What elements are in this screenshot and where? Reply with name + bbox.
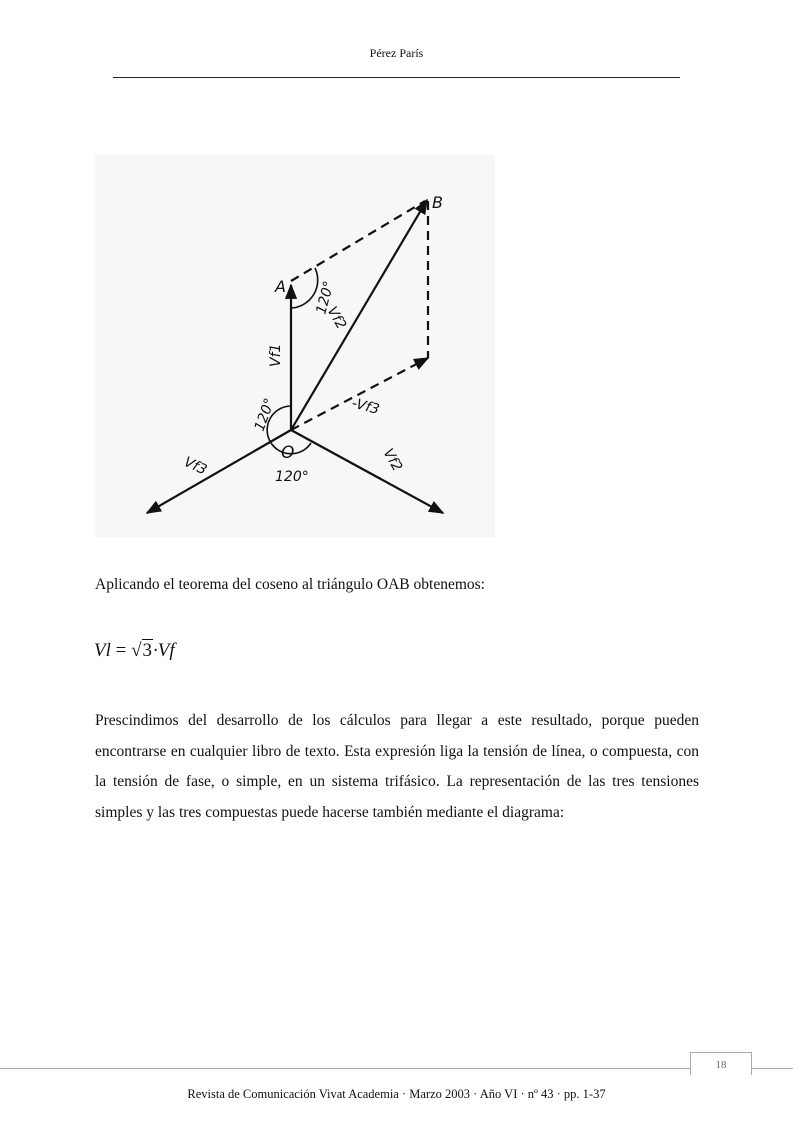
- label-vf1: Vf1: [268, 343, 284, 367]
- label-b: B: [432, 193, 443, 212]
- label-neg-vf3: -Vf3: [349, 395, 382, 419]
- vector-vf3: [147, 430, 291, 513]
- sqrt-symbol: √: [131, 640, 142, 661]
- formula: [94, 640, 175, 662]
- label-angle-left: 120°: [251, 396, 279, 434]
- phasor-diagram: [95, 155, 495, 537]
- journal-footer: Revista de Comunicación Vivat Academia · Marzo 2003 · Año VI · nº 43 · pp. 1-37: [187, 1087, 606, 1101]
- body-paragraph: Prescindimos del desarrollo de los cálculos para llegar a este resultado, porque pueden encontrarse en cualquier libro de texto. Esta expresión liga la tensión de línea, o compuesta, con la tensión de fase, o simple, en un sistema trifásico. La representación de las tres tensiones simples y las tres compuestas puede hacerse también mediante el diagrama:: [95, 712, 699, 821]
- footer-divider: [0, 1068, 690, 1069]
- label-vf2: Vf2: [379, 446, 406, 475]
- formula-rhs: ·Vf: [153, 640, 175, 661]
- formula-radicand: 3: [142, 640, 153, 661]
- header-divider: [113, 77, 680, 78]
- dashed-ab: [291, 201, 425, 281]
- formula-lhs: Vl: [94, 640, 111, 661]
- phasor-diagram-svg: [95, 155, 495, 537]
- caption-text: Aplicando el teorema del coseno al triángulo OAB obtenemos:: [95, 576, 485, 593]
- label-o: O: [281, 443, 295, 463]
- page-number: 18: [690, 1052, 752, 1075]
- running-header: Pérez París: [369, 46, 424, 60]
- label-vf3: Vf3: [181, 454, 210, 479]
- footer-divider-right: [751, 1068, 793, 1069]
- label-angle-top: 120°: [313, 279, 338, 317]
- formula-equals: =: [110, 640, 132, 661]
- vector-vf2: [291, 430, 443, 513]
- label-vf2-diag: Vf2: [323, 304, 350, 333]
- label-angle-bottom: 120°: [275, 469, 309, 485]
- label-a: A: [275, 277, 286, 296]
